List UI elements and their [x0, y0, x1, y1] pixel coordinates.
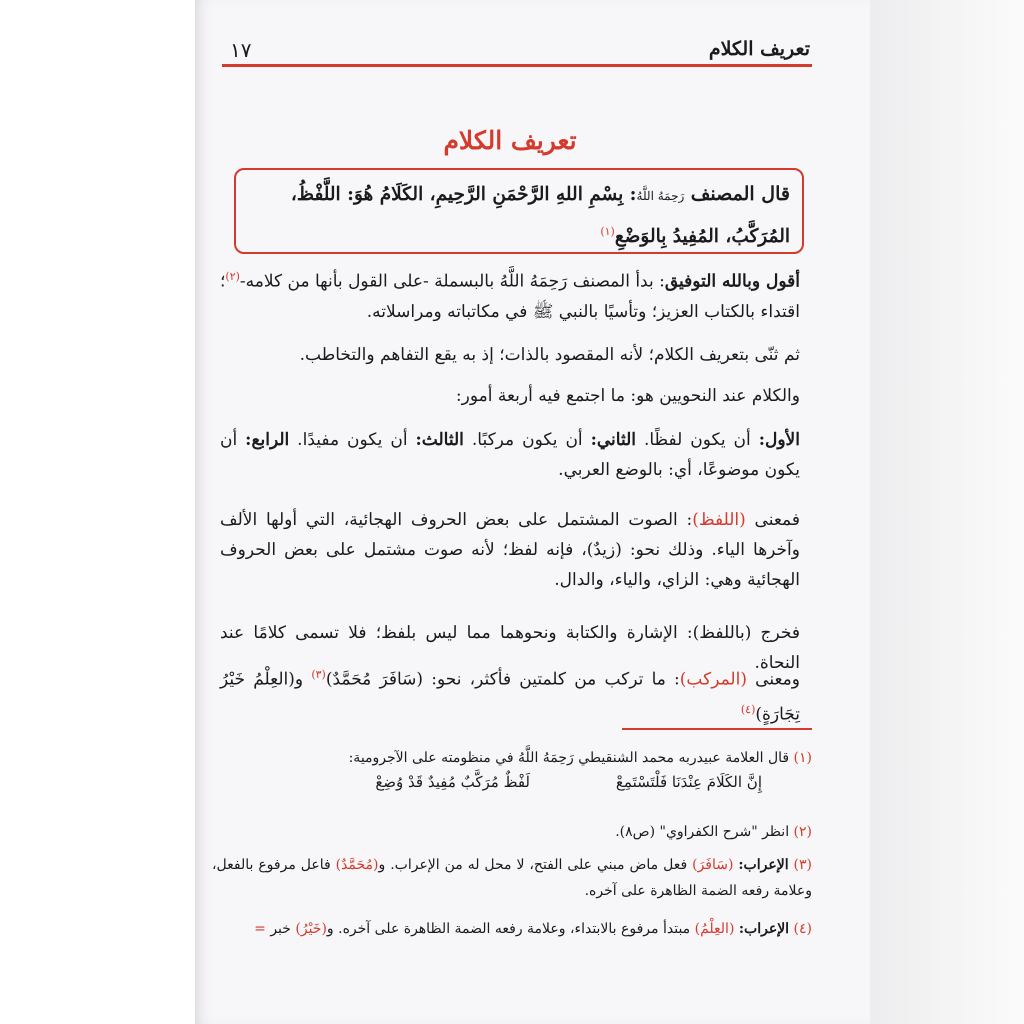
paragraph-5: [220, 505, 800, 595]
section-heading: تعريف الكلام: [443, 126, 577, 155]
item-text: أن يكون موضوعًا، أي: بالوضع العربي.: [220, 430, 800, 480]
footnote-text: قال العلامة عبيدربه محمد الشنقيطي رَحِمَهُ اللَّهُ في منظومته على الآجرومية:: [348, 750, 790, 766]
footnote-number: (٣): [793, 857, 812, 873]
continuation-mark: =: [254, 921, 271, 937]
verse-left: لَفْظٌ مُرَكَّبٌ مُفِيدٌ قَدْ وُضِعْ: [375, 773, 530, 791]
item-label: الثالث:: [415, 430, 464, 450]
page-edge: [870, 0, 1024, 1024]
footnote-label: الإعراب:: [738, 857, 789, 873]
footnote-ref: (٣): [311, 668, 326, 681]
footnote-text: فاعل مرفوع بالفعل، وعلامة رفعه الضمة الظاهرة على آخره.: [212, 857, 812, 899]
footnote-text: انظر "شرح الكفراوي" (ص٨).: [615, 824, 790, 840]
para-text: : الصوت المشتمل على بعض الحروف الهجائية، التي أولها الألف وآخرها الياء. وذلك نحو: (زيدٌ)، فإنه لفظ؛ لأنه صوت مشتمل على بعض الحروف الهجائية وهي: الزاي، والياء، والدال.: [220, 510, 800, 590]
quote-box: [234, 168, 804, 254]
term-highlight: (سَافَرَ): [692, 857, 739, 873]
paragraph-text: : بدأ المصنف رَحِمَهُ اللَّهُ بالبسملة -على القول بأنها من كلامه-: [239, 271, 665, 292]
term-highlight: (العِلْمُ): [694, 921, 739, 937]
verse-right: إِنَّ الكَلَامَ عِنْدَنَا فَلْتَسْتَمِعْ: [615, 773, 762, 791]
footnote-3: [212, 852, 812, 904]
term-highlight: (مُحَمَّدٌ): [335, 857, 379, 873]
item-text: أن يكون مفيدًا.: [289, 430, 416, 450]
term-highlight: (المركب): [679, 669, 747, 690]
paragraph-1: [220, 262, 800, 327]
footnote-number: (٤): [793, 921, 812, 937]
item-label: الرابع:: [245, 430, 290, 450]
para-text: ومعنى: [746, 669, 800, 690]
footnote-4: [212, 916, 812, 942]
item-text: أن يكون لفظًا.: [636, 430, 759, 450]
quote-lead: قال المصنف: [690, 183, 790, 205]
footnote-text: فعل ماض مبني على الفتح، لا محل له من الإعراب. و: [378, 857, 693, 873]
para-text: و(العِلْمُ خَيْرُ تِجَارَةٍ): [220, 669, 800, 725]
quote-honorific: رَحِمَهُ اللَّهُ: [636, 189, 685, 203]
footnote-ref: (٤): [740, 702, 756, 716]
footnote-1: [212, 745, 812, 771]
footnote-text: مبتدأ مرفوع بالابتداء، وعلامة رفعه الضمة الظاهرة على آخره. و: [326, 921, 695, 937]
paragraph-4: [220, 425, 800, 485]
paragraph-text-rest: ؛ اقتداء بالكتاب العزيز؛ وتأسيًا بالنبي ﷺ في مكاتباته ومراسلاته.: [220, 271, 800, 322]
footnote-number: (١): [793, 750, 812, 766]
paragraph-2: ثم ثنّى بتعريف الكلام؛ لأنه المقصود بالذات؛ إذ به يقع التفاهم والتخاطب.: [299, 345, 800, 365]
page-number: ١٧: [230, 38, 252, 62]
footnote-ref: (١): [600, 225, 615, 238]
footnote-label: الإعراب:: [738, 921, 790, 937]
quote-text: : بِسْمِ اللهِ الرَّحْمَنِ الرَّحِيمِ، الكَلَامُ هُوَ: اللَّفْظُ، المُرَكَّبُ، المُفِيدُ بِالوَضْعِ: [290, 184, 790, 248]
header-title: تعريف الكلام: [708, 38, 810, 60]
item-label: الثاني:: [590, 430, 636, 450]
footnote-divider: [622, 728, 812, 730]
footnote-number: (٢): [793, 824, 812, 840]
term-highlight: (اللفظ): [692, 510, 746, 530]
paragraph-6: فخرج (باللفظ): الإشارة والكتابة ونحوهما مما ليس بلفظ؛ فلا تسمى كلامًا عند النحاة.: [220, 623, 800, 673]
footnote-text: خبر: [270, 921, 296, 937]
paragraph-3: والكلام عند النحويين هو: ما اجتمع فيه أربعة أمور:: [455, 386, 800, 406]
para-text: : ما تركب من كلمتين فأكثر، نحو: (سَافَرَ مُحَمَّدٌ): [325, 669, 680, 690]
item-text: أن يكون مركبًا.: [463, 430, 591, 450]
term-highlight: (خَيْرُ): [295, 921, 327, 937]
header-divider: [222, 64, 812, 67]
paragraph-7: [220, 660, 800, 729]
footnote-2: [212, 819, 812, 845]
footnote-ref: (٢): [225, 270, 240, 283]
para-text: فمعنى: [745, 510, 800, 530]
paragraph-lead: أقول وبالله التوفيق: [664, 271, 800, 292]
item-label: الأول:: [758, 430, 800, 450]
running-header: [220, 36, 810, 66]
